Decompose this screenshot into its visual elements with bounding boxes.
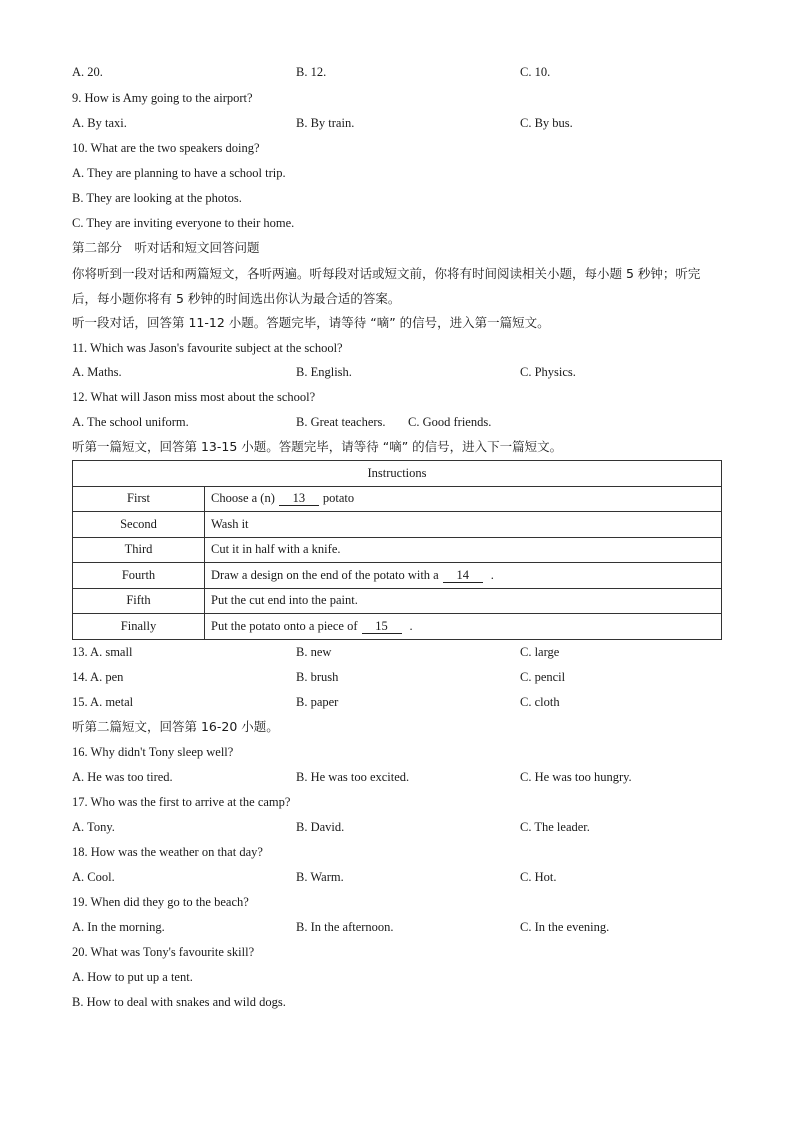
- question-12: 12. What will Jason miss most about the school?: [72, 390, 316, 404]
- option-b: B. By train.: [296, 116, 355, 130]
- step-text: [205, 563, 722, 589]
- option-b: B. new: [296, 645, 332, 659]
- option-a: A. Maths.: [72, 365, 122, 379]
- step-label: Fourth: [73, 563, 205, 589]
- option-a: A. Cool.: [72, 870, 115, 884]
- option-b: B. In the afternoon.: [296, 920, 394, 934]
- step-text-post: .: [409, 618, 413, 633]
- step-text: [205, 614, 722, 640]
- option-c: C. 10.: [520, 65, 551, 79]
- step-label: Finally: [73, 614, 205, 640]
- option-a: A. Tony.: [72, 820, 115, 834]
- q10-option-c: C. They are inviting everyone to their home.: [72, 216, 295, 230]
- dialogue-note: 听一段对话，回答第 11-12 小题。答题完毕，请等待 “嘀” 的信号，进入第一篇短文。: [72, 315, 550, 330]
- question-16: 16. Why didn't Tony sleep well?: [72, 745, 234, 759]
- step-label: First: [73, 486, 205, 512]
- step-label: Second: [73, 512, 205, 538]
- question-19: 19. When did they go to the beach?: [72, 895, 249, 909]
- step-text-post: .: [490, 567, 494, 582]
- table-header: Instructions: [73, 461, 722, 487]
- option-b: B. David.: [296, 820, 345, 834]
- question-18: 18. How was the weather on that day?: [72, 845, 263, 859]
- step-label: Third: [73, 537, 205, 563]
- option-b: B. brush: [296, 670, 339, 684]
- step-text: [205, 486, 722, 512]
- step-text: Cut it in half with a knife.: [205, 537, 722, 563]
- option-a: A. 20.: [72, 65, 103, 79]
- q10-option-a: A. They are planning to have a school trip.: [72, 166, 286, 180]
- q20-option-a: A. How to put up a tent.: [72, 970, 193, 984]
- option-b: B. paper: [296, 695, 339, 709]
- option-c: C. Physics.: [520, 365, 576, 379]
- question-17: 17. Who was the first to arrive at the camp?: [72, 795, 291, 809]
- option-c: C. large: [520, 645, 560, 659]
- blank-14: 14: [443, 568, 483, 583]
- step-text-post: potato: [322, 491, 355, 506]
- option-c: C. The leader.: [520, 820, 590, 834]
- step-text: Put the cut end into the paint.: [205, 588, 722, 614]
- table-row: [73, 588, 722, 614]
- question-9: 9. How is Amy going to the airport?: [72, 91, 253, 105]
- step-text-pre: Draw a design on the end of the potato with a: [211, 567, 439, 582]
- blank-13: 13: [279, 491, 319, 506]
- table-row: [73, 537, 722, 563]
- option-b: B. Great teachers.: [296, 415, 386, 429]
- option-a: 14. A. pen: [72, 670, 124, 684]
- part2-instructions: 你将听到一段对话和两篇短文，各听两遍。听每段对话或短文前，你将有时间阅读相关小题，每小题 5 秒钟；听完后，每小题你将有 5 秒钟的时间选出你认为最合适的答案。: [72, 266, 701, 306]
- option-c: C. In the evening.: [520, 920, 610, 934]
- option-a: 15. A. metal: [72, 695, 134, 709]
- question-10: 10. What are the two speakers doing?: [72, 141, 260, 155]
- option-b: B. 12.: [296, 65, 327, 79]
- passage2-note: 听第二篇短文，回答第 16-20 小题。: [72, 719, 279, 734]
- option-a: A. By taxi.: [72, 116, 127, 130]
- question-11: 11. Which was Jason's favourite subject at the school?: [72, 341, 343, 355]
- blank-15: 15: [362, 619, 402, 634]
- table-header-row: [73, 461, 722, 487]
- question-20: 20. What was Tony's favourite skill?: [72, 945, 255, 959]
- option-a: 13. A. small: [72, 645, 133, 659]
- option-b: B. He was too excited.: [296, 770, 410, 784]
- part2-heading: 第二部分 听对话和短文回答问题: [72, 240, 260, 255]
- option-a: A. He was too tired.: [72, 770, 173, 784]
- passage1-note: 听第一篇短文，回答第 13-15 小题。答题完毕，请等待 “嘀” 的信号，进入下一篇短文。: [72, 439, 563, 454]
- option-a: A. In the morning.: [72, 920, 165, 934]
- table-row: [73, 614, 722, 640]
- table-row: [73, 512, 722, 538]
- option-b: B. English.: [296, 365, 352, 379]
- step-text-pre: Choose a (n): [211, 491, 275, 506]
- option-c: C. By bus.: [520, 116, 573, 130]
- option-c: C. cloth: [520, 695, 560, 709]
- instructions-table: [72, 460, 722, 640]
- table-row: [73, 563, 722, 589]
- step-text-pre: Put the potato onto a piece of: [211, 618, 358, 633]
- table-row: [73, 486, 722, 512]
- option-a: A. The school uniform.: [72, 415, 189, 429]
- step-label: Fifth: [73, 588, 205, 614]
- q20-option-b: B. How to deal with snakes and wild dogs.: [72, 995, 286, 1009]
- step-text: Wash it: [205, 512, 722, 538]
- option-b: B. Warm.: [296, 870, 344, 884]
- option-c: C. Hot.: [520, 870, 557, 884]
- option-c: C. He was too hungry.: [520, 770, 632, 784]
- option-c: C. Good friends.: [408, 415, 492, 429]
- option-c: C. pencil: [520, 670, 566, 684]
- q10-option-b: B. They are looking at the photos.: [72, 191, 242, 205]
